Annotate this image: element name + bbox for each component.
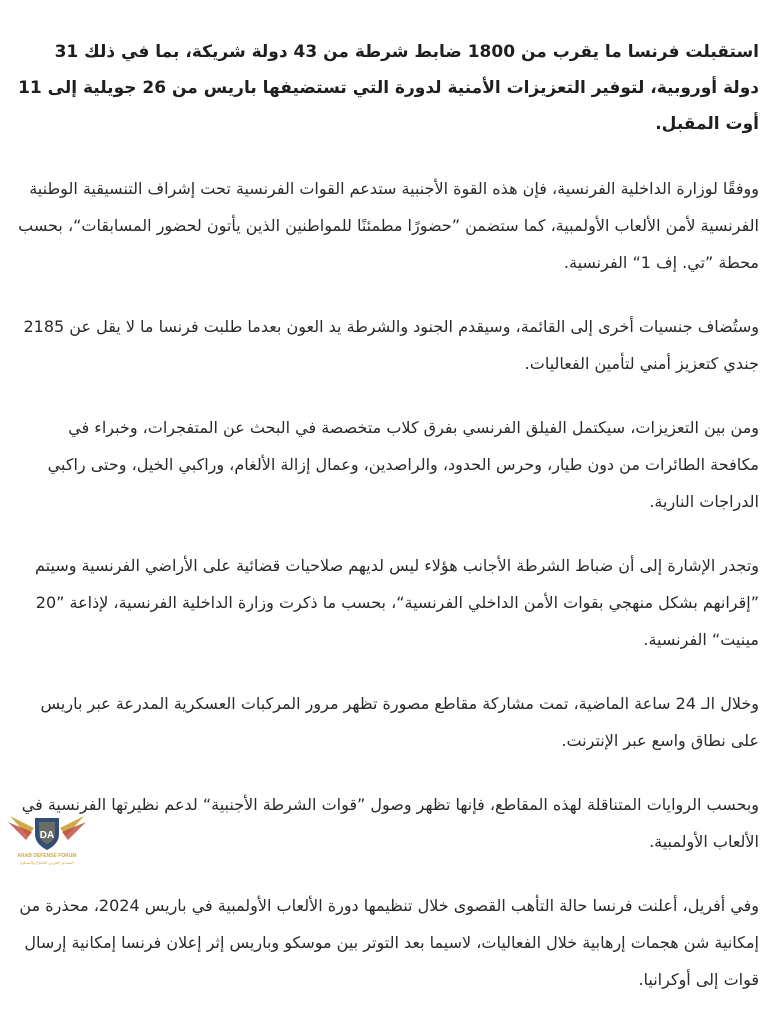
article-lead: استقبلت فرنسا ما يقرب من 1800 ضابط شرطة من 43 دولة شريكة، بما في ذلك 31 دولة أوروبية، لتوفير التعزيزات الأمنية لدورة التي تستضيفها باريس من 26 جويلية إلى 11 أوت المقبل. — [18, 42, 759, 134]
logo-name: ARAB DEFENSE FORUM — [17, 853, 77, 859]
arab-defense-forum-watermark — [6, 798, 88, 866]
article-paragraph-1: ووفقًا لوزارة الداخلية الفرنسية، فإن هذه القوة الأجنبية ستدعم القوات الفرنسية تحت إشراف التنسيقية الوطنية الفرنسية لأمن الألعاب الأولمبية، كما ستضمن ”حضورًا مطمئنًا للمواطنين الذين يأتون لحضور المسابقات“، بحسب محطة ”تي. إف 1“ الفرنسية. — [18, 179, 759, 272]
article-body — [16, 34, 759, 1025]
eagle-logo-icon — [6, 798, 88, 866]
article-paragraph-2: وستُضاف جنسيات أخرى إلى القائمة، وسيقدم الجنود والشرطة يد العون بعدما طلبت فرنسا ما لا يقل عن 2185 جندي كتعزيز أمني لتأمين الفعاليات. — [23, 317, 759, 373]
logo-monogram: DA — [39, 830, 55, 841]
logo-tagline: المنتدى العربي للدفاع والتسليح — [20, 860, 74, 865]
article-paragraph-4: وتجدر الإشارة إلى أن ضباط الشرطة الأجانب هؤلاء ليس لديهم صلاحيات قضائية على الأراضي الفرنسية وسيتم ”إقرانهم بشكل منهجي بقوات الأمن الداخلي الفرنسية“، بحسب ما ذكرت وزارة الداخلية الفرنسية، لإذاعة ”20 مينيت“ الفرنسية. — [35, 556, 759, 649]
article-paragraph-7: وفي أفريل، أعلنت فرنسا حالة التأهب القصوى خلال تنظيمها دورة الألعاب الأولمبية في باريس 2024، محذرة من إمكانية شن هجمات إرهابية خلال الفعاليات، لاسيما بعد التوتر بين موسكو وباريس إثر إعلان فرنسا إمكانية إرسال قوات إلى أوكرانيا. — [19, 896, 759, 989]
article-paragraph-6: وبحسب الروايات المتناقلة لهذه المقاطع، فإنها تظهر وصول ”قوات الشرطة الأجنبية“ لدعم نظيرتها الفرنسية في الألعاب الأولمبية. — [21, 795, 759, 851]
article-paragraph-5: وخلال الـ 24 ساعة الماضية، تمت مشاركة مقاطع مصورة تظهر مرور المركبات العسكرية المدرعة عبر باريس على نطاق واسع عبر الإنترنت. — [40, 694, 759, 750]
article-paragraph-3: ومن بين التعزيزات، سيكتمل الفيلق الفرنسي بفرق كلاب متخصصة في البحث عن المتفجرات، وخبراء في مكافحة الطائرات من دون طيار، وحرس الحدود، والراصدين، وعمال إزالة الألغام، وراكبي الخيل، وحتى راكبي الدراجات النارية. — [47, 418, 759, 511]
